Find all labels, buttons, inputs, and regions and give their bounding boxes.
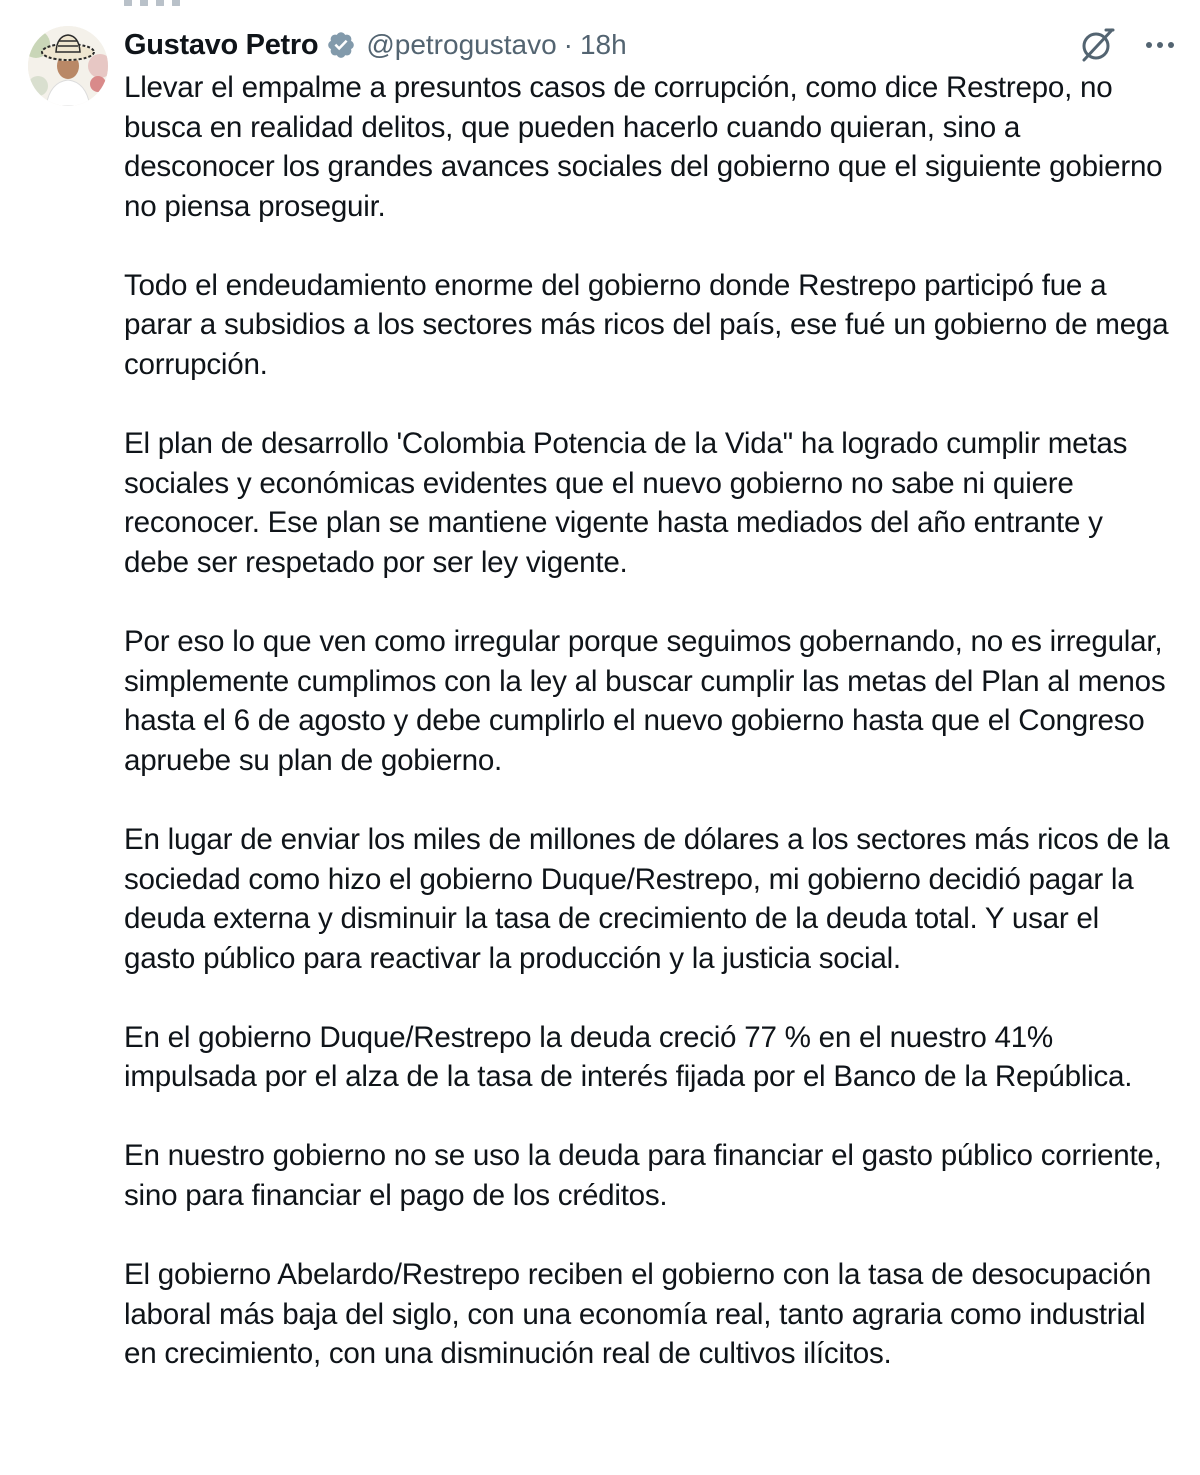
tweet-paragraph-3: El plan de desarrollo 'Colombia Potencia de la Vida" ha logrado cumplir metas sociales y económicas evidentes que el nuevo gobierno no sabe ni quiere reconocer. Ese plan se mantiene vigente hasta mediados del año entrante y debe ser respetado por ser ley vigente.: [124, 427, 1128, 579]
tweet-paragraph-1: Llevar el empalme a presuntos casos de corrupción, como dice Restrepo, no busca en realidad delitos, que pueden hacerlo cuando quieran, sino a desconocer los grandes avances sociales del gobierno que el siguiente gobierno no piensa proseguir.: [124, 71, 1163, 223]
tweet-paragraph-4: Por eso lo que ven como irregular porque seguimos gobernando, no es irregular, simplemente cumplimos con la ley al buscar cumplir las metas del Plan al menos hasta el 6 de agosto y debe cumplirlo el nuevo gobierno hasta que el Congreso apruebe su plan de gobierno.: [124, 625, 1166, 777]
tweet-paragraph-2: Todo el endeudamiento enorme del gobierno donde Restrepo participó fue a parar a subsidios a los sectores más ricos del país, ese fué un gobierno de mega corrupción.: [124, 268, 1169, 382]
tweet-timestamp[interactable]: 18h: [579, 29, 627, 60]
tweet-paragraph-8: El gobierno Abelardo/Restrepo reciben el gobierno con la tasa de desocupación laboral más baja del siglo, con una economía real, tanto agraria como industrial en crecimiento, con una disminución real de cultivos ilícitos.: [124, 1258, 1152, 1371]
previous-tweet-cut-off-text: [124, 0, 304, 6]
tweet-paragraph-7: En nuestro gobierno no se uso la deuda para financiar el gasto público corriente, sino para financiar el pago de los créditos.: [124, 1139, 1162, 1213]
author-name[interactable]: Gustavo Petro: [124, 28, 319, 61]
avatar-photo: [28, 26, 108, 106]
tweet-header: [124, 24, 627, 66]
author-handle[interactable]: @petrogustavo: [366, 29, 557, 60]
grok-icon[interactable]: [1078, 26, 1116, 64]
tweet-paragraph-6: En el gobierno Duque/Restrepo la deuda creció 77 % en el nuestro 41% impulsada por el alza de la tasa de interés fijada por el Banco de la República.: [124, 1020, 1133, 1094]
avatar[interactable]: [28, 26, 108, 106]
tweet-text: [124, 68, 1174, 1413]
verified-badge-icon: [326, 30, 356, 60]
header-separator: ·: [563, 29, 573, 60]
tweet-paragraph-5: En lugar de enviar los miles de millones de dólares a los sectores más ricos de la sociedad como hizo el gobierno Duque/Restrepo, mi gobierno decidió pagar la deuda externa y disminuir la tasa de crecimiento de la deuda total. Y usar el gasto público para reactivar la producción y la justicia social.: [124, 822, 1170, 975]
more-options-icon[interactable]: [1144, 26, 1176, 64]
tweet-actions: [1078, 26, 1176, 64]
